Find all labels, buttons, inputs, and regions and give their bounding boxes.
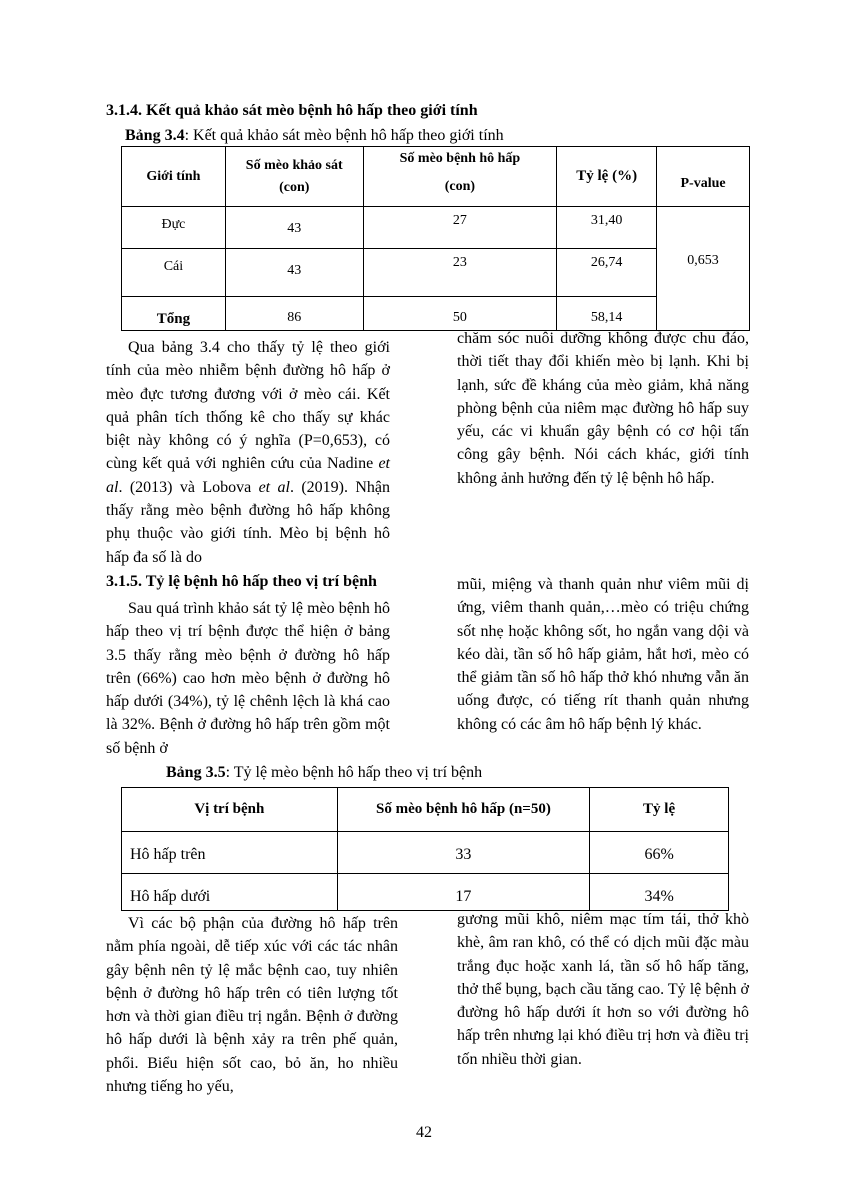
paragraph-left-1 [106,336,390,569]
table-3-5-caption-label: Bảng 3.5 [166,764,226,781]
cell-rate: 34% [590,874,729,911]
cell-gender: Cái [122,249,226,297]
cell-rate: 26,74 [557,249,657,297]
header-sick [363,147,557,207]
cell-location: Hô hấp dưới [122,874,338,911]
cell-rate: 31,40 [557,207,657,249]
header-surveyed-line2: (con) [279,179,310,195]
header-location: Vị trí bệnh [122,788,338,832]
table-row [122,249,750,297]
paragraph-left-3: Vì các bộ phận của đường hô hấp trên nằm phía ngoài, dễ tiếp xúc với các tác nhân gây bệnh nên tỷ lệ mắc bệnh cao, tuy nhiên bệnh ở đường hô hấp trên có tiên lượng tốt hơn và thời gian điều trị ngắn. Bệnh ở đường hô hấp dưới là bệnh xảy ra trên phế quản, phổi. Biểu hiện sốt cao, bỏ ăn, ho nhiều nhưng tiếng ho yếu, [106,915,398,1096]
header-rate: Tỷ lệ [590,788,729,832]
table-3-4-caption [125,127,504,145]
header-rate: Tỷ lệ (%) [557,147,657,207]
header-surveyed-line1: Số mèo khảo sát [245,157,343,173]
et-al-italic: et al [106,455,390,496]
table-row [122,297,750,331]
cell-rate: 58,14 [557,297,657,331]
header-sick-line1: Số mèo bệnh hô hấp [399,150,521,166]
cell-location: Hô hấp trên [122,832,338,874]
table-row [122,207,750,249]
table-3-5 [121,787,729,911]
et-al-italic: et al [258,478,290,496]
cell-surveyed: 86 [225,297,363,331]
table-3-4-caption-label: Bảng 3.4 [125,127,185,144]
section-heading-3-1-4: 3.1.4. Kết quả khảo sát mèo bệnh hô hấp theo giới tính [106,102,478,119]
section-heading-3-1-5: 3.1.5. Tỷ lệ bệnh hô hấp theo vị trí bệnh [106,573,377,590]
header-gender: Giới tính [122,147,226,207]
paragraph-left-1-text-c: . (2019). Nhận thấy rằng mèo bệnh đường hô hấp không phụ thuộc vào giới tính. Mèo bị bệnh hô hấp đa số là do [106,478,391,566]
paragraph-right-1: chăm sóc nuôi dưỡng không được chu đáo, thời tiết thay đổi khiến mèo bị lạnh. Khi bị lạnh, sức đề kháng của mèo giảm, khả năng phòng bệnh của niêm mạc đường hô hấp suy yếu, các vi khuẩn gây bệnh có cơ hội tấn công gây bệnh. Nói cách khác, giới tính không ảnh hưởng đến tỷ lệ bệnh hô hấp. [457,330,749,487]
header-pvalue: P-value [657,147,750,207]
table-3-4-header-row [122,147,750,207]
cell-sick: 27 [363,207,557,249]
cell-surveyed: 43 [225,249,363,297]
cell-sick: 50 [363,297,557,331]
cell-sick: 23 [363,249,557,297]
paragraph-left-1-text-a: Qua bảng 3.4 cho thấy tỷ lệ theo giới tính của mèo nhiễm bệnh đường hô hấp ở mèo đực tương đương với ở mèo cái. Kết quả phân tích thống kê cho thấy sự khác biệt này không có ý nghĩa (P=0,653), có cùng kết quả với nghiên cứu của Nadine [106,339,390,473]
table-3-4-caption-text: : Kết quả khảo sát mèo bệnh hô hấp theo giới tính [184,127,504,144]
table-3-5-caption [166,764,482,782]
cell-gender: Đực [122,207,226,249]
table-3-5-caption-text: : Tỷ lệ mèo bệnh hô hấp theo vị trí bệnh [225,764,483,781]
paragraph-right-2: mũi, miệng và thanh quản như viêm mũi dị ứng, viêm thanh quản,…mèo có triệu chứng sốt nhẹ hoặc không sốt, ho ngắn vang dội và kéo dài, tần số hô hấp giảm, hắt hơi, mèo có thể giảm tần số hô hấp thở khó nhưng vẫn ăn uống được, có tiếng rít thanh quản nhưng không có các âm hô hấp bệnh lý khác. [457,576,749,733]
cell-count: 33 [337,832,590,874]
cell-rate: 66% [590,832,729,874]
header-surveyed [225,147,363,207]
header-count: Số mèo bệnh hô hấp (n=50) [337,788,590,832]
paragraph-left-2: Sau quá trình khảo sát tỷ lệ mèo bệnh hô hấp theo vị trí bệnh được thể hiện ở bảng 3.5 thấy rằng mèo bệnh ở đường hô hấp trên (66%) cao hơn mèo bệnh ở đường hô hấp dưới (34%), tỷ lệ chênh lệch là khá cao là 32%. Bệnh ở đường hô hấp trên gồm một số bệnh ở [106,600,390,757]
cell-surveyed: 43 [225,207,363,249]
cell-pvalue: 0,653 [657,207,750,331]
paragraph-right-3: gương mũi khô, niêm mạc tím tái, thở khò khè, âm ran khô, có thể có dịch mũi đặc màu trắng đục hoặc xanh lá, tần số hô hấp tăng, thở thể bụng, bạch cầu tăng cao. Tỷ lệ bệnh ở đường hô hấp dưới ít hơn so với đường hô hấp trên nhưng lại khó điều trị hơn và điều trị tốn nhiều thời gian. [457,911,749,1068]
cell-gender: Tổng [122,297,226,331]
header-sick-line2: (con) [444,178,476,194]
table-row [122,874,729,911]
table-row [122,832,729,874]
table-3-5-header-row [122,788,729,832]
table-3-4 [121,146,750,331]
page-number: 42 [416,1124,432,1141]
paragraph-left-1-text-b: . (2013) và Lobova [118,478,259,496]
cell-count: 17 [337,874,590,911]
